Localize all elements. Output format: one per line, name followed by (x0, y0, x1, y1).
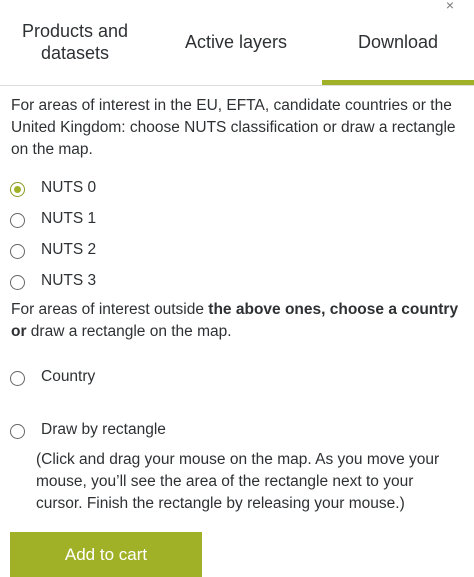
radio-country[interactable] (10, 366, 95, 388)
tab-products-label-line2: datasets (40, 43, 110, 63)
radio-nuts2[interactable] (10, 239, 96, 261)
radio-nuts3[interactable] (10, 270, 96, 292)
outside-instructions-part1: For areas of interest outside (11, 301, 209, 318)
rectangle-help-text: (Click and drag your mouse on the map. As you move your mouse, you’ll see the area of the rectangle next to your cursor. Finish the rectangle by releasing your mouse.) (36, 451, 440, 512)
radio-unchecked-icon (10, 244, 25, 259)
radio-unchecked-icon (10, 424, 25, 439)
outside-instructions (11, 299, 469, 343)
tab-products-label-line1: Products and (21, 21, 129, 41)
radio-country-label: Country (41, 368, 96, 385)
radio-unchecked-icon (10, 213, 25, 228)
radio-draw-rectangle-label: Draw by rectangle (41, 421, 166, 438)
outside-instructions-part3: draw a rectangle on the map. (26, 323, 232, 340)
tab-download-label: Download (357, 32, 439, 52)
radio-nuts0-label: NUTS 0 (41, 179, 97, 196)
radio-nuts1-label: NUTS 1 (41, 210, 97, 227)
eu-instructions: For areas of interest in the EU, EFTA, candidate countries or the United Kingdom: choose NUTS classification or draw a rectangle on the map. (11, 97, 456, 158)
close-icon[interactable]: × (445, 0, 455, 13)
outside-instructions-bold: the above ones, choose a country or (11, 301, 459, 340)
add-to-cart-button[interactable]: Add to cart (10, 532, 202, 577)
tab-products-datasets[interactable] (0, 0, 150, 84)
tab-products-label (22, 20, 128, 64)
radio-nuts0[interactable] (10, 177, 96, 199)
radio-unchecked-icon (10, 371, 25, 386)
radio-draw-rectangle[interactable] (10, 419, 166, 441)
radio-checked-icon (10, 182, 25, 197)
tab-active-layers[interactable] (150, 0, 322, 84)
tab-active-layers-label: Active layers (184, 32, 288, 52)
radio-nuts1[interactable] (10, 208, 96, 230)
tab-bar (0, 0, 474, 86)
radio-unchecked-icon (10, 275, 25, 290)
radio-nuts3-label: NUTS 3 (41, 272, 97, 289)
active-tab-indicator (322, 80, 474, 85)
radio-nuts2-label: NUTS 2 (41, 241, 97, 258)
